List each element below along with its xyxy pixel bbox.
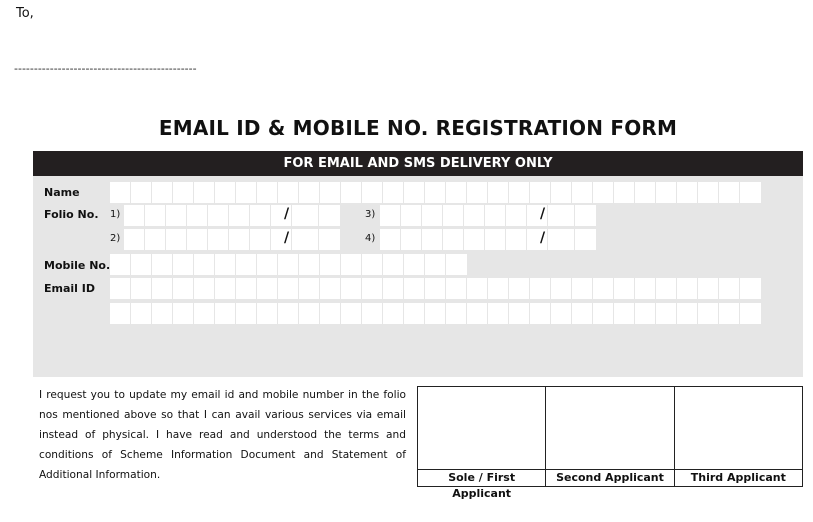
char-box[interactable] xyxy=(166,205,187,226)
char-box[interactable] xyxy=(383,303,404,324)
char-box[interactable] xyxy=(488,278,509,299)
char-box[interactable] xyxy=(506,229,527,250)
char-box[interactable] xyxy=(152,254,173,275)
char-box[interactable] xyxy=(194,303,215,324)
folio-number-3: 3) xyxy=(365,209,376,220)
char-box[interactable] xyxy=(446,303,467,324)
char-box[interactable] xyxy=(341,303,362,324)
signature-first-applicant xyxy=(418,387,546,500)
char-box[interactable] xyxy=(362,278,383,299)
char-box[interactable] xyxy=(320,182,341,203)
char-box[interactable] xyxy=(719,182,740,203)
char-box[interactable] xyxy=(509,182,530,203)
char-box[interactable] xyxy=(698,303,719,324)
char-box[interactable] xyxy=(488,182,509,203)
char-box[interactable] xyxy=(446,278,467,299)
char-box[interactable] xyxy=(278,303,299,324)
char-box[interactable] xyxy=(131,278,152,299)
char-box[interactable] xyxy=(485,205,506,226)
char-box[interactable] xyxy=(124,205,145,226)
form-banner: FOR EMAIL AND SMS DELIVERY ONLY xyxy=(33,151,803,176)
folio-3-suffix-boxes[interactable] xyxy=(554,205,596,226)
char-box[interactable] xyxy=(530,182,551,203)
char-box[interactable] xyxy=(362,254,383,275)
char-box[interactable] xyxy=(425,278,446,299)
folio-number-4: 4) xyxy=(365,233,376,244)
char-box[interactable] xyxy=(215,254,236,275)
char-box[interactable] xyxy=(319,205,340,226)
char-box[interactable] xyxy=(656,278,677,299)
char-box[interactable] xyxy=(446,182,467,203)
char-box[interactable] xyxy=(380,229,401,250)
signature-caption-first: Sole / First Applicant xyxy=(418,469,545,486)
char-box[interactable] xyxy=(467,278,488,299)
char-box[interactable] xyxy=(551,303,572,324)
char-box[interactable] xyxy=(383,182,404,203)
char-box[interactable] xyxy=(383,254,404,275)
char-box[interactable] xyxy=(124,229,145,250)
folio-4-suffix-boxes[interactable] xyxy=(554,229,596,250)
char-box[interactable] xyxy=(110,303,131,324)
char-box[interactable] xyxy=(485,229,506,250)
address-line: ---------------------------------------------- xyxy=(14,62,197,75)
char-box[interactable] xyxy=(131,182,152,203)
char-box[interactable] xyxy=(208,205,229,226)
char-box[interactable] xyxy=(401,205,422,226)
char-box[interactable] xyxy=(506,205,527,226)
folio-4-separator: / xyxy=(540,230,546,246)
signature-second-applicant xyxy=(546,387,674,486)
char-box[interactable] xyxy=(464,205,485,226)
declaration-text: I request you to update my email id and mobile number in the folio nos mentioned above so that I can avail various services via email instead of physical. I have read and understood the terms and conditions of Scheme Information Document and Statement of Additional Information. xyxy=(39,389,406,481)
char-box[interactable] xyxy=(194,278,215,299)
signature-space-first[interactable] xyxy=(418,387,545,469)
signature-caption-second: Second Applicant xyxy=(546,469,673,486)
form-title: EMAIL ID & MOBILE NO. REGISTRATION FORM xyxy=(158,116,678,140)
char-box[interactable] xyxy=(677,182,698,203)
char-box[interactable] xyxy=(425,254,446,275)
char-box[interactable] xyxy=(208,229,229,250)
folio-label: Folio No. xyxy=(44,208,99,221)
char-box[interactable] xyxy=(464,229,485,250)
char-box[interactable] xyxy=(425,182,446,203)
char-box[interactable] xyxy=(278,182,299,203)
char-box[interactable] xyxy=(110,278,131,299)
char-box[interactable] xyxy=(698,182,719,203)
char-box[interactable] xyxy=(257,278,278,299)
char-box[interactable] xyxy=(572,303,593,324)
char-box[interactable] xyxy=(187,205,208,226)
char-box[interactable] xyxy=(320,303,341,324)
char-box[interactable] xyxy=(572,182,593,203)
signature-space-second[interactable] xyxy=(546,387,673,469)
char-box[interactable] xyxy=(656,303,677,324)
char-box[interactable] xyxy=(467,182,488,203)
char-box[interactable] xyxy=(509,303,530,324)
char-box[interactable] xyxy=(488,303,509,324)
char-box[interactable] xyxy=(362,182,383,203)
folio-1-suffix-boxes[interactable] xyxy=(298,205,340,226)
char-box[interactable] xyxy=(404,254,425,275)
char-box[interactable] xyxy=(173,278,194,299)
char-box[interactable] xyxy=(215,278,236,299)
char-box[interactable] xyxy=(593,278,614,299)
char-box[interactable] xyxy=(341,254,362,275)
char-box[interactable] xyxy=(236,303,257,324)
email-boxes-line-2[interactable] xyxy=(110,303,761,324)
char-box[interactable] xyxy=(298,229,319,250)
folio-2-suffix-boxes[interactable] xyxy=(298,229,340,250)
char-box[interactable] xyxy=(236,278,257,299)
folio-number-2: 2) xyxy=(110,233,121,244)
signature-space-third[interactable] xyxy=(675,387,802,469)
char-box[interactable] xyxy=(656,182,677,203)
char-box[interactable] xyxy=(250,205,271,226)
char-box[interactable] xyxy=(677,278,698,299)
char-box[interactable] xyxy=(530,278,551,299)
char-box[interactable] xyxy=(278,254,299,275)
char-box[interactable] xyxy=(572,278,593,299)
char-box[interactable] xyxy=(320,278,341,299)
char-box[interactable] xyxy=(173,303,194,324)
char-box[interactable] xyxy=(635,278,656,299)
email-label: Email ID xyxy=(44,282,95,295)
char-box[interactable] xyxy=(635,182,656,203)
char-box[interactable] xyxy=(509,278,530,299)
char-box[interactable] xyxy=(110,182,131,203)
char-box[interactable] xyxy=(380,205,401,226)
to-label: To, xyxy=(16,6,34,21)
folio-number-1: 1) xyxy=(110,209,121,220)
char-box[interactable] xyxy=(236,254,257,275)
char-box[interactable] xyxy=(530,303,551,324)
folio-1-separator: / xyxy=(284,206,290,222)
char-box[interactable] xyxy=(740,182,761,203)
char-box[interactable] xyxy=(422,205,443,226)
char-box[interactable] xyxy=(341,278,362,299)
char-box[interactable] xyxy=(719,303,740,324)
mobile-label: Mobile No. xyxy=(44,259,111,272)
char-box[interactable] xyxy=(614,303,635,324)
folio-2-separator: / xyxy=(284,230,290,246)
char-box[interactable] xyxy=(131,254,152,275)
char-box[interactable] xyxy=(551,182,572,203)
char-box[interactable] xyxy=(152,278,173,299)
char-box[interactable] xyxy=(299,254,320,275)
folio-3-separator: / xyxy=(540,206,546,222)
char-box[interactable] xyxy=(383,278,404,299)
email-boxes-line-1[interactable] xyxy=(110,278,761,299)
char-box[interactable] xyxy=(554,205,575,226)
name-label: Name xyxy=(44,186,80,199)
char-box[interactable] xyxy=(404,278,425,299)
char-box[interactable] xyxy=(298,205,319,226)
char-box[interactable] xyxy=(740,303,761,324)
char-box[interactable] xyxy=(215,303,236,324)
char-box[interactable] xyxy=(401,229,422,250)
char-box[interactable] xyxy=(194,254,215,275)
char-box[interactable] xyxy=(422,229,443,250)
char-box[interactable] xyxy=(299,182,320,203)
char-box[interactable] xyxy=(443,229,464,250)
char-box[interactable] xyxy=(173,254,194,275)
char-box[interactable] xyxy=(551,278,572,299)
char-box[interactable] xyxy=(229,229,250,250)
char-box[interactable] xyxy=(152,303,173,324)
char-box[interactable] xyxy=(425,303,446,324)
char-box[interactable] xyxy=(575,229,596,250)
char-box[interactable] xyxy=(554,229,575,250)
char-box[interactable] xyxy=(593,303,614,324)
char-box[interactable] xyxy=(194,182,215,203)
char-box[interactable] xyxy=(404,303,425,324)
signature-caption-third: Third Applicant xyxy=(675,469,802,486)
char-box[interactable] xyxy=(236,182,257,203)
char-box[interactable] xyxy=(362,303,383,324)
char-box[interactable] xyxy=(110,254,131,275)
char-box[interactable] xyxy=(145,229,166,250)
signature-third-applicant xyxy=(675,387,802,486)
char-box[interactable] xyxy=(698,278,719,299)
char-box[interactable] xyxy=(614,278,635,299)
char-box[interactable] xyxy=(740,278,761,299)
char-box[interactable] xyxy=(257,182,278,203)
char-box[interactable] xyxy=(229,205,250,226)
name-boxes[interactable] xyxy=(110,182,761,203)
char-box[interactable] xyxy=(278,278,299,299)
char-box[interactable] xyxy=(467,303,488,324)
signature-table xyxy=(417,386,803,500)
char-box[interactable] xyxy=(257,303,278,324)
char-box[interactable] xyxy=(341,182,362,203)
char-box[interactable] xyxy=(319,229,340,250)
char-box[interactable] xyxy=(131,303,152,324)
char-box[interactable] xyxy=(446,254,467,275)
char-box[interactable] xyxy=(173,182,194,203)
char-box[interactable] xyxy=(719,278,740,299)
char-box[interactable] xyxy=(677,303,698,324)
char-box[interactable] xyxy=(250,229,271,250)
char-box[interactable] xyxy=(145,205,166,226)
char-box[interactable] xyxy=(320,254,341,275)
char-box[interactable] xyxy=(215,182,236,203)
char-box[interactable] xyxy=(404,182,425,203)
char-box[interactable] xyxy=(614,182,635,203)
char-box[interactable] xyxy=(166,229,187,250)
char-box[interactable] xyxy=(257,254,278,275)
char-box[interactable] xyxy=(299,303,320,324)
char-box[interactable] xyxy=(575,205,596,226)
char-box[interactable] xyxy=(635,303,656,324)
char-box[interactable] xyxy=(299,278,320,299)
char-box[interactable] xyxy=(187,229,208,250)
char-box[interactable] xyxy=(152,182,173,203)
mobile-boxes[interactable] xyxy=(110,254,467,275)
char-box[interactable] xyxy=(593,182,614,203)
char-box[interactable] xyxy=(443,205,464,226)
